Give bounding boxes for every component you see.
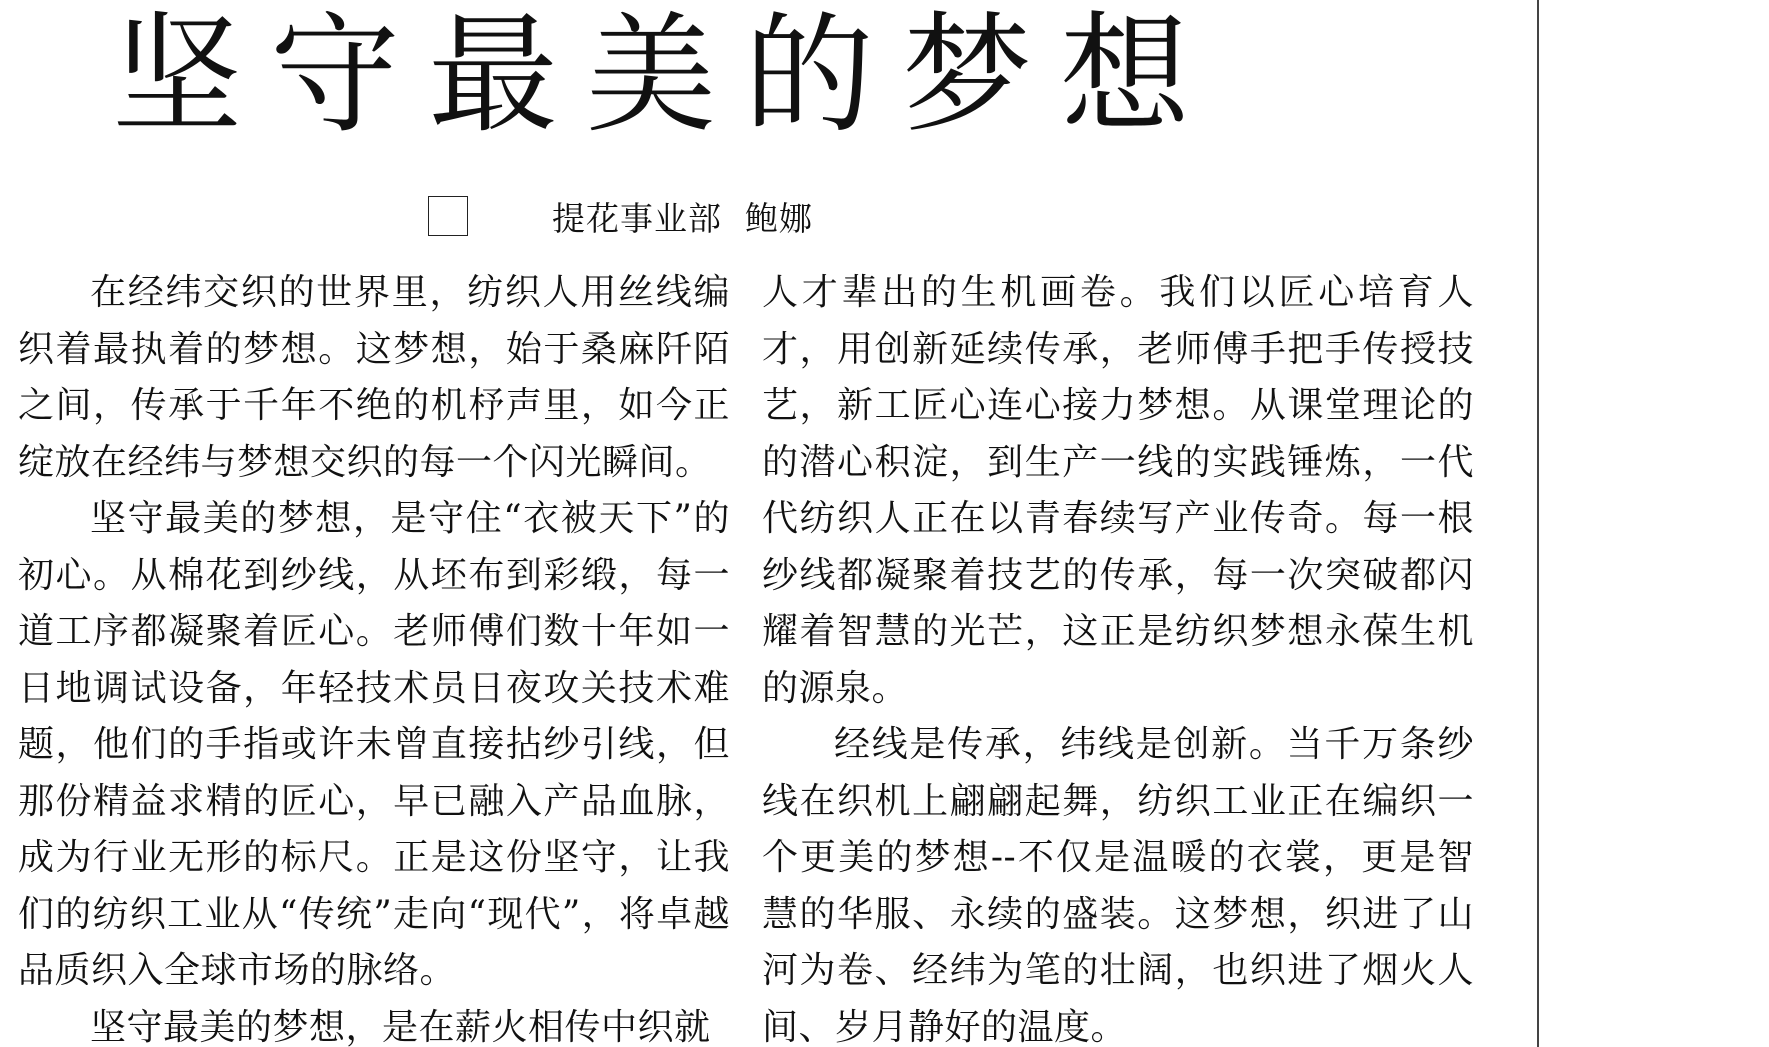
column-divider-rule bbox=[1537, 0, 1539, 1047]
article-column-right bbox=[762, 265, 1474, 1047]
paragraph: 经线是传承，纬线是创新。当千万条纱线在织机上翩翩起舞，纺织工业正在编织一个更美的梦想--不仅是温暖的衣裳，更是智慧的华服、永续的盛装。这梦想，织进了山河为卷、经纬为笔的壮阔，也织进了烟火人间、岁月静好的温度。 bbox=[762, 724, 1474, 1047]
paragraph: 坚守最美的梦想，是在薪火相传中织就 bbox=[90, 1006, 711, 1047]
paragraph: 人才辈出的生机画卷。我们以匠心培育人才，用创新延续传承，老师傅手把手传授技艺，新工匠心连心接力梦想。从课堂理论的的潜心积淀，到生产一线的实践锤炼，一代代纺织人正在以青春续写产业传奇。每一根纱线都凝聚着技艺的传承，每一次突破都闪耀着智慧的光芒，这正是纺织梦想永葆生机的源泉。 bbox=[762, 272, 1474, 709]
byline-box-icon bbox=[428, 196, 468, 236]
article-column-left bbox=[18, 265, 730, 1047]
paragraph: 坚守最美的梦想，是守住“衣被天下”的初心。从棉花到纱线，从坯布到彩缎，每一道工序都凝聚着匠心。老师傅们数十年如一日地调试设备，年轻技术员日夜攻关技术难题，他们的手指或许未曾直接拈纱引线，但那份精益求精的匠心，早已融入产品血脉，成为行业无形的标尺。正是这份坚守，让我们的纺织工业从“传统”走向“现代”，将卓越品质织入全球市场的脉络。 bbox=[18, 498, 730, 991]
byline bbox=[428, 192, 813, 240]
byline-author: 提花事业部 鲍娜 bbox=[552, 198, 813, 238]
paragraph: 在经纬交织的世界里，纺织人用丝线编织着最执着的梦想。这梦想，始于桑麻阡陌之间，传承于千年不绝的机杼声里，如今正绽放在经纬与梦想交织的每一个闪光瞬间。 bbox=[18, 272, 730, 483]
article-title: 坚守最美的梦想 bbox=[112, 0, 1219, 151]
